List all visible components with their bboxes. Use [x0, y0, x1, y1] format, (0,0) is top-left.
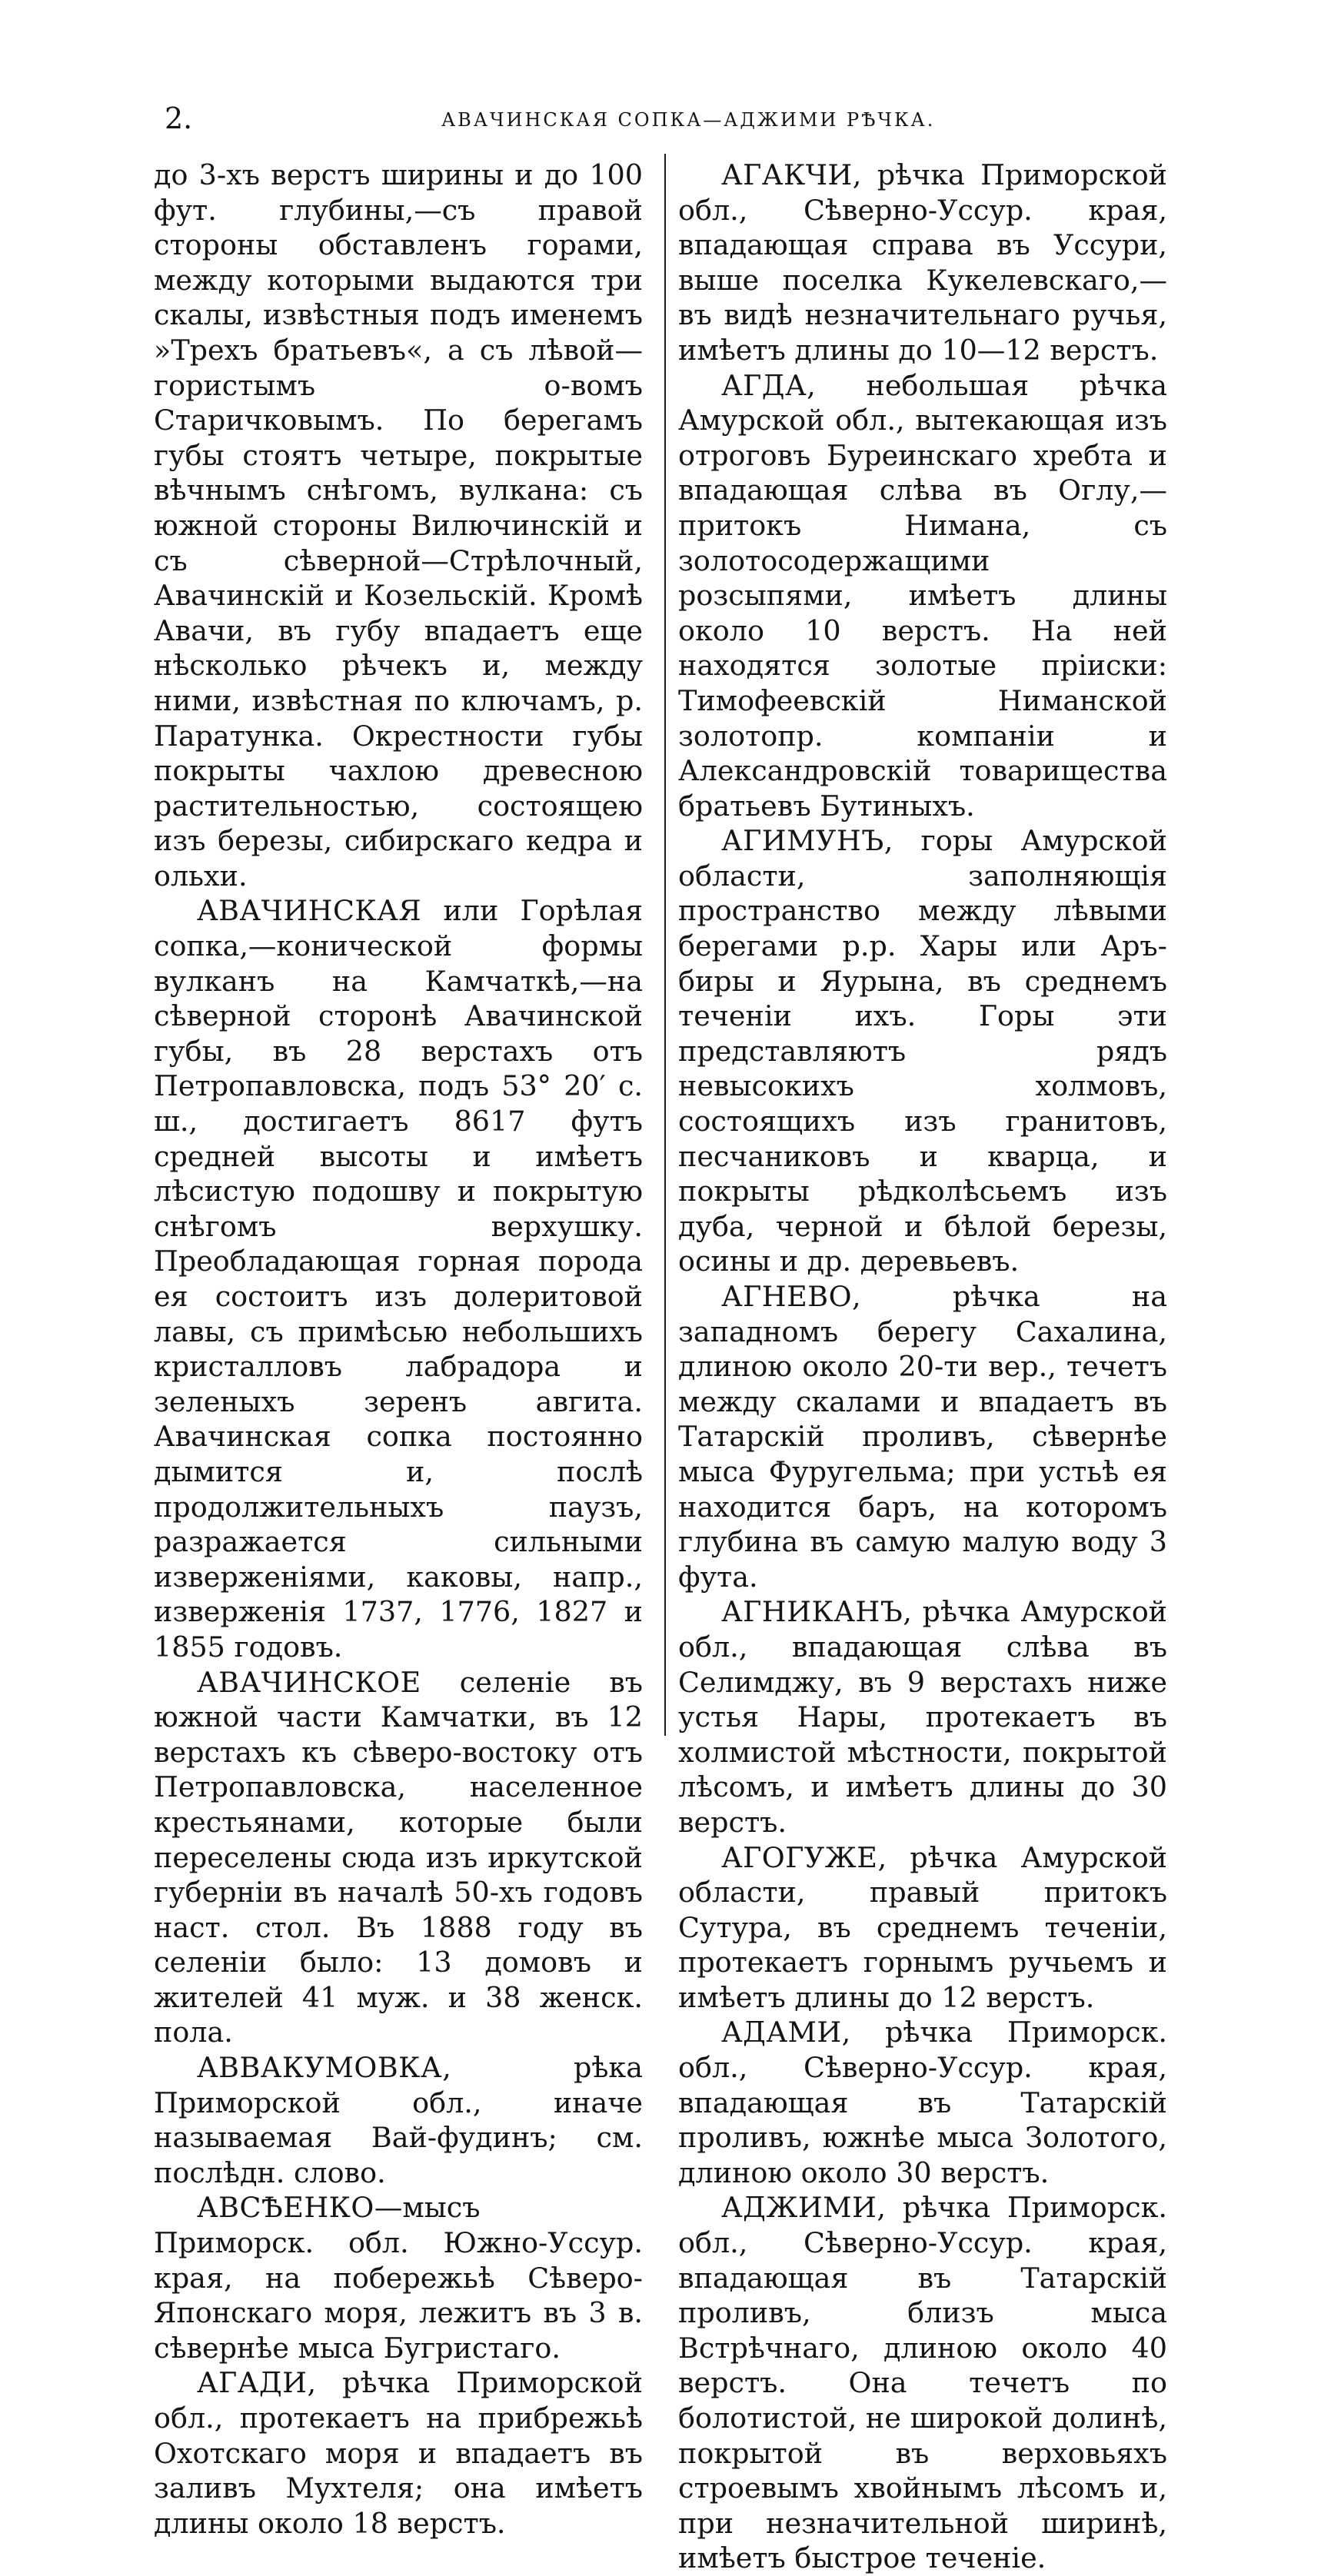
entry-paragraph: [678, 2190, 1167, 2576]
entry-paragraph: [154, 158, 643, 893]
entry-headword: АВСѢЕНКО: [197, 2191, 374, 2225]
entry-paragraph: [678, 1594, 1167, 1840]
entry-headword: АГИМУНЪ: [721, 824, 884, 858]
entry-text: , небольшая рѣчка Амурской обл., вытекающая изъ отроговъ Буреинскаго хребта и впадающая слѣва въ Оглу,—притокъ Нимана, съ золотосодержащими розсыпями, имѣетъ длины около 10 верстъ. На ней находятся золотые пріиски: Тимофеевскій Ниманской золотопр. компаніи и Александровскій товарищества братьевъ Бутиныхъ.: [678, 368, 1167, 823]
entry-paragraph: [154, 2190, 643, 2365]
column-divider: [664, 154, 666, 1736]
entry-headword: АГДА: [721, 368, 807, 402]
entry-paragraph: [678, 1279, 1167, 1594]
entry-text: , рѣчка Приморской обл., Сѣверно-Уссур. края, впадающая справа въ Уссури, выше поселка Кукелевскаго,—въ видѣ незначительнаго ручья, имѣетъ длины до 10—12 верстъ.: [678, 158, 1167, 367]
entry-headword: АДАМИ: [721, 2016, 842, 2049]
entry-headword: АГАКЧИ: [721, 158, 853, 191]
entry-headword: АГОГУЖЕ: [721, 1840, 878, 1874]
entry-headword: АДЖИМИ: [721, 2191, 877, 2225]
entry-paragraph: [678, 1840, 1167, 2016]
entry-text: , рѣчка Амурской обл., впадающая слѣва въ Селимджу, въ 9 верстахъ ниже устья Нары, протекаетъ въ холмистой мѣстности, покрытой лѣсомъ, и имѣетъ длины до 30 верстъ.: [678, 1595, 1167, 1839]
page-number: 2.: [165, 101, 193, 135]
entry-headword: АВАЧИНСКАЯ: [197, 894, 422, 928]
entry-text: , горы Амурской области, заполняющія пространство между лѣвыми берегами р.р. Хары или Аръ-биры и Яурына, въ среднемъ теченіи ихъ. Горы эти представляютъ рядъ невысокихъ холмовъ, состоящихъ изъ гранитовъ, песчаниковъ и кварца, и покрыты рѣдколѣсьемъ изъ дуба, черной и бѣлой березы, осины и др. деревьевъ.: [678, 824, 1167, 1278]
entry-text: , рѣка Приморской обл., иначе называемая Вай-фудинъ; см. послѣдн. слово.: [154, 2051, 643, 2189]
entry-text: —мысъ Приморск. обл. Южно-Уссур. края, на побережьѣ Сѣверо-Японскаго моря, лежитъ въ 3 в. сѣвернѣе мыса Бугристаго.: [154, 2191, 643, 2365]
running-title: АВАЧИНСКАЯ СОПКА—АДЖИМИ РѢЧКА.: [441, 109, 936, 131]
entry-text: или Горѣлая сопка,—конической формы вулканъ на Камчаткѣ,—на сѣверной сторонѣ Авачинской губы, въ 28 верстахъ отъ Петропавловска, подъ 53° 20′ с. ш., достигаетъ 8617 футъ средней высоты и имѣетъ лѣсистую подошву и покрытую снѣгомъ верхушку. Преобладающая горная порода ея состоитъ изъ долеритовой лавы, съ примѣсью небольшихъ кристалловъ лабрадора и зеленыхъ зеренъ авгита. Авачинская сопка постоянно дымится и, послѣ продолжительныхъ паузъ, разражается сильными изверженіями, каковы, напр., изверженія 1737, 1776, 1827 и 1855 годовъ.: [154, 894, 643, 1664]
entry-text: селеніе въ южной части Камчатки, въ 12 верстахъ къ сѣверо-востоку отъ Петропавловска, населенное крестьянами, которые были переселены сюда изъ иркутской губерніи въ началѣ 50-хъ годовъ наст. стол. Въ 1888 году въ селеніи было: 13 домовъ и жителей 41 муж. и 38 женск. пола.: [154, 1665, 643, 2049]
entry-paragraph: [678, 368, 1167, 824]
entry-paragraph: [678, 158, 1167, 368]
entry-headword: АВАЧИНСКОЕ: [197, 1665, 421, 1699]
entry-headword: АГНИКАНЪ: [721, 1595, 903, 1629]
entry-text: , рѣчка на западномъ берегу Сахалина, длиною около 20-ти вер., течетъ между скалами и впадаетъ въ Татарскій проливъ, сѣвернѣе мыса Фуругельма; при устьѣ ея находится баръ, на которомъ глубина въ самую малую воду 3 фута.: [678, 1280, 1167, 1594]
entry-paragraph: [678, 2015, 1167, 2190]
entry-paragraph: [154, 2365, 643, 2541]
entry-headword: АГНЕВО: [721, 1280, 853, 1313]
entry-text: , рѣчка Амурской области, правый притокъ Сутура, въ среднемъ теченіи, протекаетъ горнымъ ручьемъ и имѣетъ длины до 12 верстъ.: [678, 1840, 1167, 2014]
right-column: [678, 158, 1167, 2576]
entry-paragraph: [678, 823, 1167, 1279]
entry-headword: АВВАКУМОВКА: [197, 2051, 443, 2085]
entry-text: , рѣчка Приморск. обл., Сѣверно-Уссур. края, впадающая въ Татарскій проливъ, близъ мыса Встрѣчнаго, длиною около 40 верстъ. Она течетъ по болотистой, не широкой долинѣ, покрытой въ верховьяхъ строевымъ хвойнымъ лѣсомъ и, при незначительной ширинѣ, имѣетъ быстрое теченіе.: [678, 2191, 1167, 2575]
entry-text: до 3-хъ верстъ ширины и до 100 фут. глубины,—съ правой стороны обставленъ горами, между которыми выдаются три скалы, извѣстныя подъ именемъ »Трехъ братьевъ«, а съ лѣвой—гористымъ о-вомъ Старичковымъ. По берегамъ губы стоятъ четыре, покрытые вѣчнымъ снѣгомъ, вулкана: съ южной стороны Вилючинскій и съ сѣверной—Стрѣлочный, Авачинскій и Козельскій. Кромѣ Авачи, въ губу впадаетъ еще нѣсколько рѣчекъ и, между ними, извѣстная по ключамъ, р. Паратунка. Окрестности губы покрыты чахлою древесною растительностью, состоящею изъ березы, сибирскаго кедра и ольхи.: [154, 158, 643, 892]
entry-paragraph: [154, 1665, 643, 2051]
left-column: [154, 158, 643, 2541]
entry-paragraph: [154, 2050, 643, 2190]
entry-text: , рѣчка Приморской обл., протекаетъ на прибрежьѣ Охотскаго моря и впадаетъ въ заливъ Мухтеля; она имѣетъ длины около 18 верстъ.: [154, 2366, 643, 2540]
page-header: [165, 101, 1180, 148]
entry-paragraph: [154, 893, 643, 1664]
entry-text: , рѣчка Приморск. обл., Сѣверно-Уссур. края, впадающая въ Татарскій проливъ, южнѣе мыса Золотого, длиною около 30 верстъ.: [678, 2016, 1167, 2189]
entry-headword: АГАДИ: [197, 2366, 308, 2400]
